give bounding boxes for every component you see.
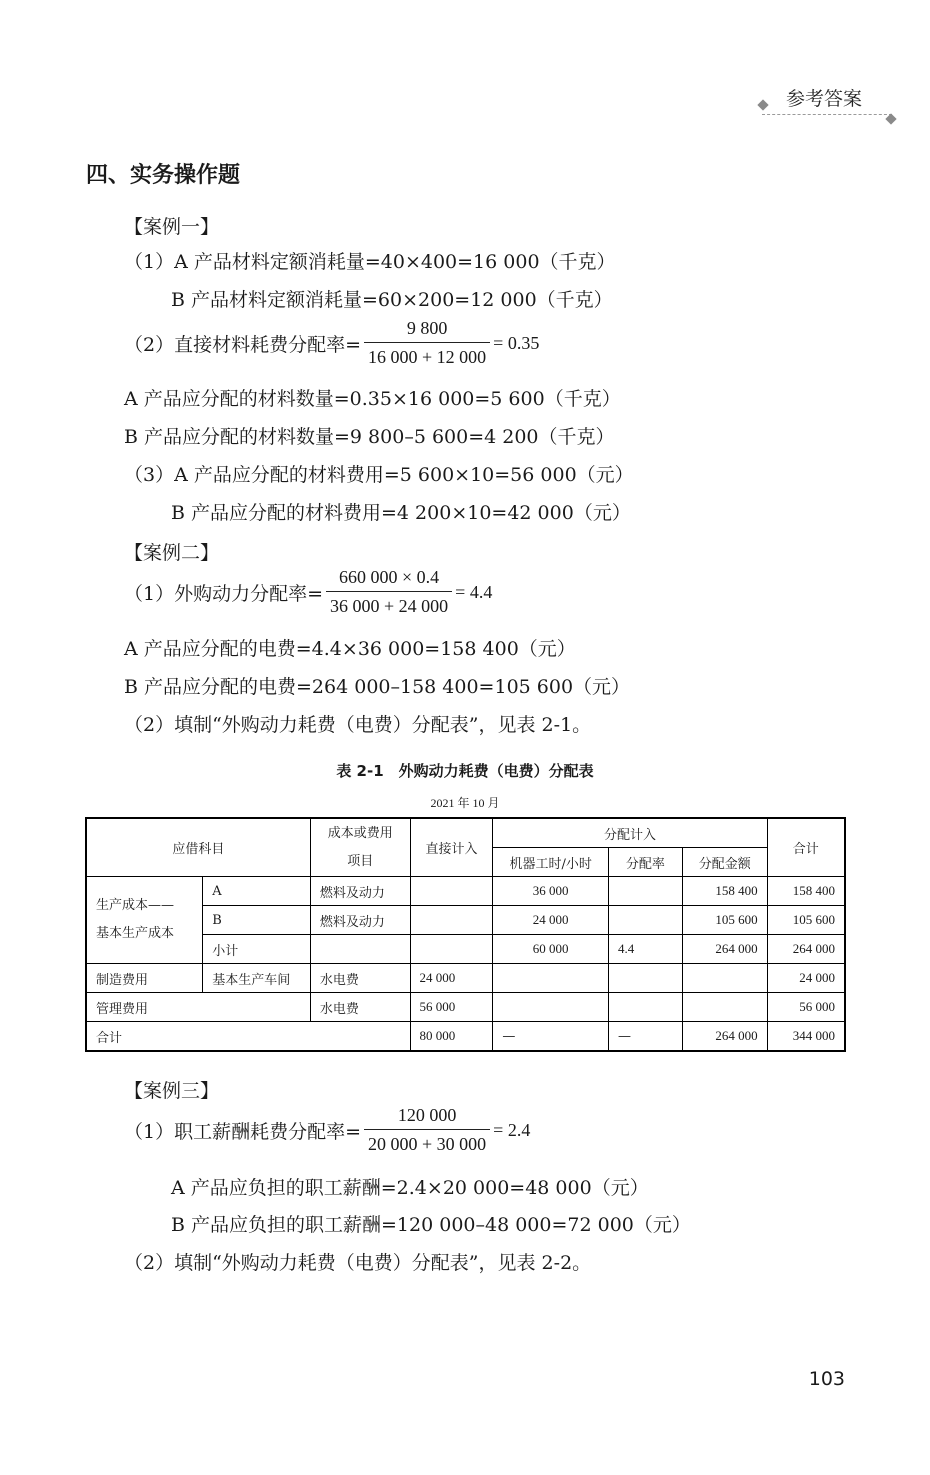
case1-line4: A 产品应分配的材料数量=0.35×16 000=5 600（千克） [124, 388, 621, 410]
case3-line3: B 产品应负担的职工薪酬=120 000–48 000=72 000（元） [171, 1214, 691, 1236]
cell-direct [410, 935, 493, 964]
cell-rate: 4.4 [609, 935, 683, 964]
cell-hours: — [493, 1022, 609, 1052]
case2-line3: B 产品应分配的电费=264 000–158 400=105 600（元） [124, 676, 631, 698]
cell-hours: 36 000 [493, 877, 609, 906]
table-row [86, 993, 845, 1022]
case2-line4: （2）填制“外购动力耗费（电费）分配表”，见表 2-1。 [124, 714, 592, 736]
formula-result: = 0.35 [493, 332, 540, 353]
numerator: 120 000 [397, 1105, 457, 1125]
header-rate: 分配率 [609, 848, 683, 877]
denominator: 36 000 + 24 000 [330, 596, 449, 616]
cell-total: 158 400 [767, 877, 845, 906]
case2-formula-rate [124, 567, 492, 617]
cell-total: 105 600 [767, 906, 845, 935]
formula-result: = 2.4 [493, 1119, 531, 1140]
cell-direct: 24 000 [410, 964, 493, 993]
table-caption: 表 2-1 外购动力耗费（电费）分配表 [336, 762, 594, 780]
formula-result: = 4.4 [455, 581, 493, 602]
case1-line7: B 产品应分配的材料费用=4 200×10=42 000（元） [171, 502, 631, 524]
case1-formula-rate [124, 318, 539, 368]
header-machine-hours: 机器工时/小时 [493, 848, 609, 877]
table-total-row [86, 1022, 845, 1052]
cell-account: 管理费用 [86, 993, 310, 1022]
case1-line5: B 产品应分配的材料数量=9 800–5 600=4 200（千克） [124, 426, 615, 448]
fraction [326, 567, 452, 617]
cell-item: 燃料及动力 [310, 906, 410, 935]
case3-heading: 【案例三】 [124, 1080, 220, 1102]
case3-line2: A 产品应负担的职工薪酬=2.4×20 000=48 000（元） [171, 1177, 649, 1199]
header-diamond-icon [757, 99, 768, 110]
header-amount: 分配金额 [682, 848, 767, 877]
cell-rate [609, 906, 683, 935]
table-row [86, 964, 845, 993]
cell-total: 56 000 [767, 993, 845, 1022]
cell-item [310, 935, 410, 964]
cell-amount: 158 400 [682, 877, 767, 906]
case3-line4: （2）填制“外购动力耗费（电费）分配表”，见表 2-2。 [124, 1252, 592, 1274]
header-item-line1: 成本或费用 [327, 825, 393, 841]
formula-prefix: （1）职工薪酬耗费分配率= [124, 1120, 362, 1143]
cell-rate: — [609, 1022, 683, 1052]
table-date: 2021 年 10 月 [430, 796, 500, 810]
cell-total: 24 000 [767, 964, 845, 993]
cell-rate [609, 993, 683, 1022]
table-row [86, 877, 845, 906]
denominator: 16 000 + 12 000 [368, 347, 487, 367]
header-item-line2: 项目 [347, 853, 374, 869]
header-account: 应借科目 [86, 818, 310, 877]
header-item [310, 818, 410, 877]
case1-heading: 【案例一】 [124, 216, 220, 238]
numerator: 660 000 × 0.4 [339, 567, 440, 587]
running-header-title: 参考答案 [786, 88, 863, 110]
case3-formula-rate [124, 1105, 530, 1155]
table-header-row [86, 818, 845, 848]
header-dashed-rule [762, 114, 892, 115]
cell-rate [609, 877, 683, 906]
denominator: 20 000 + 30 000 [368, 1134, 487, 1154]
header-alloc: 分配计入 [493, 818, 767, 848]
fraction [364, 318, 490, 368]
case2-line2: A 产品应分配的电费=4.4×36 000=158 400（元） [124, 638, 576, 660]
cell-direct: 56 000 [410, 993, 493, 1022]
cell-sub: 基本生产车间 [203, 964, 311, 993]
case1-line1: （1）A 产品材料定额消耗量=40×400=16 000（千克） [124, 251, 616, 273]
prod-cost-account [86, 877, 203, 964]
cell-total: 264 000 [767, 935, 845, 964]
allocation-table [85, 817, 846, 1052]
cell-sub: 小计 [203, 935, 311, 964]
cell-rate [609, 964, 683, 993]
prod-cost-line1: 生产成本—— [96, 898, 175, 913]
case1-line6: （3）A 产品应分配的材料费用=5 600×10=56 000（元） [124, 464, 634, 486]
formula-prefix: （1）外购动力分配率= [124, 582, 324, 605]
fraction [364, 1105, 490, 1155]
cell-hours: 24 000 [493, 906, 609, 935]
numerator: 9 800 [406, 318, 448, 338]
cell-hours [493, 993, 609, 1022]
cell-direct [410, 877, 493, 906]
case1-line2: B 产品材料定额消耗量=60×200=12 000（千克） [171, 289, 613, 311]
case2-heading: 【案例二】 [124, 542, 220, 564]
cell-sub: B [203, 906, 311, 935]
cell-sub: A [203, 877, 311, 906]
formula-prefix: （2）直接材料耗费分配率= [124, 333, 362, 356]
cell-hours: 60 000 [493, 935, 609, 964]
cell-direct [410, 906, 493, 935]
header-total: 合计 [767, 818, 845, 877]
cell-amount: 264 000 [682, 1022, 767, 1052]
cell-account: 制造费用 [86, 964, 203, 993]
cell-amount [682, 964, 767, 993]
cell-item: 燃料及动力 [310, 877, 410, 906]
cell-sum-label: 合计 [86, 1022, 410, 1052]
cell-amount: 105 600 [682, 906, 767, 935]
cell-item: 水电费 [310, 993, 410, 1022]
prod-cost-line2: 基本生产成本 [96, 926, 175, 941]
page-number: 103 [808, 1368, 845, 1390]
cell-amount: 264 000 [682, 935, 767, 964]
header-diamond-icon [885, 113, 896, 124]
cell-total: 344 000 [767, 1022, 845, 1052]
cell-item: 水电费 [310, 964, 410, 993]
section-title: 四、实务操作题 [86, 163, 241, 188]
cell-amount [682, 993, 767, 1022]
header-direct: 直接计入 [410, 818, 493, 877]
cell-direct: 80 000 [410, 1022, 493, 1052]
cell-hours [493, 964, 609, 993]
